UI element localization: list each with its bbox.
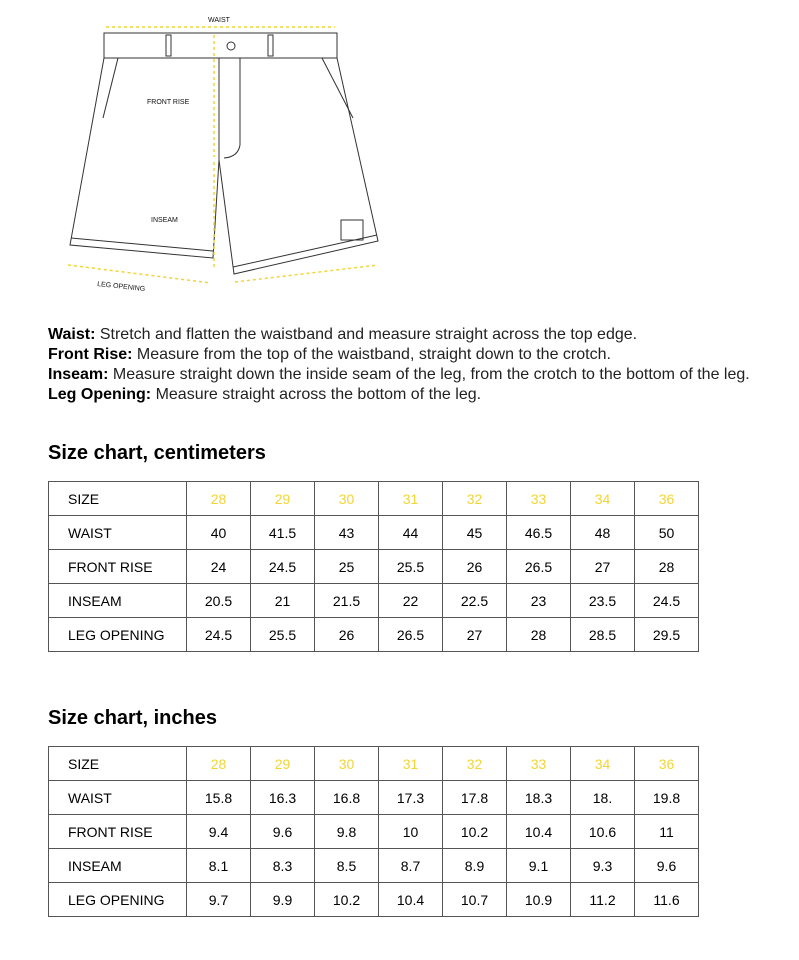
definition-term: Leg Opening: (48, 386, 152, 403)
table-cell: 45 (443, 516, 507, 550)
table-cell: 44 (379, 516, 443, 550)
definition-inseam (48, 365, 793, 385)
size-header-cell: 34 (571, 747, 635, 781)
table-cell: 9.9 (251, 883, 315, 917)
table-cell: 24 (187, 550, 251, 584)
definition-term: Front Rise: (48, 346, 133, 363)
size-header-cell: 32 (443, 747, 507, 781)
table-cell: 10.4 (507, 815, 571, 849)
table-row (49, 618, 699, 652)
table-cell: 10.7 (443, 883, 507, 917)
table-cell: 16.8 (315, 781, 379, 815)
size-header-cell: 36 (635, 747, 699, 781)
table-cell: 27 (443, 618, 507, 652)
table-cell: 25 (315, 550, 379, 584)
table-cell: 17.3 (379, 781, 443, 815)
table-row (49, 849, 699, 883)
table-cell: 24.5 (187, 618, 251, 652)
row-label: WAIST (49, 516, 187, 550)
table-cell: 29.5 (635, 618, 699, 652)
row-label: FRONT RISE (49, 815, 187, 849)
definition-leg-opening (48, 385, 793, 405)
size-header-cell: 36 (635, 482, 699, 516)
table-cell: 18.3 (507, 781, 571, 815)
definition-term: Waist: (48, 326, 96, 343)
definition-text: Stretch and flatten the waistband and measure straight across the top edge. (99, 326, 638, 343)
inch-chart-title: Size chart, inches (48, 707, 217, 729)
table-cell: 17.8 (443, 781, 507, 815)
row-label: LEG OPENING (49, 618, 187, 652)
leg-opening-diagram-label: LEG OPENING (96, 281, 146, 294)
table-cell: 25.5 (251, 618, 315, 652)
table-cell: 10.6 (571, 815, 635, 849)
row-label: LEG OPENING (49, 883, 187, 917)
table-cell: 41.5 (251, 516, 315, 550)
table-cell: 25.5 (379, 550, 443, 584)
table-cell: 40 (187, 516, 251, 550)
table-cell: 9.1 (507, 849, 571, 883)
table-cell: 28 (635, 550, 699, 584)
front-rise-diagram-label: FRONT RISE (147, 99, 190, 106)
table-cell: 8.7 (379, 849, 443, 883)
leg-opening-arrow-right (235, 265, 378, 282)
table-cell: 11 (635, 815, 699, 849)
definition-text: Measure straight across the bottom of the leg. (155, 386, 482, 403)
definition-text: Measure from the top of the waistband, straight down to the crotch. (136, 346, 611, 363)
cm-chart-title: Size chart, centimeters (48, 442, 266, 464)
table-cell: 26 (443, 550, 507, 584)
right-leg (219, 58, 378, 274)
fly-seam (224, 58, 240, 158)
table-cell: 23 (507, 584, 571, 618)
definition-text: Measure straight down the inside seam of the leg, from the crotch to the bottom of the leg. (112, 366, 750, 383)
table-row (49, 516, 699, 550)
table-cell: 9.4 (187, 815, 251, 849)
size-patch (341, 220, 363, 240)
belt-loop-right (268, 35, 273, 56)
shorts-outline (70, 33, 378, 274)
table-cell: 19.8 (635, 781, 699, 815)
table-row (49, 550, 699, 584)
table-cell: 10.4 (379, 883, 443, 917)
right-pocket (322, 58, 353, 118)
size-header-cell: 30 (315, 747, 379, 781)
definition-front-rise (48, 345, 793, 365)
row-label: WAIST (49, 781, 187, 815)
size-header-cell: 30 (315, 482, 379, 516)
size-header-cell: 28 (187, 747, 251, 781)
table-cell: 9.3 (571, 849, 635, 883)
belt-loop-left (166, 35, 171, 56)
table-cell: 10.9 (507, 883, 571, 917)
size-header-cell: 29 (251, 747, 315, 781)
table-cell: 10.2 (315, 883, 379, 917)
table-cell: 11.6 (635, 883, 699, 917)
table-cell: 10 (379, 815, 443, 849)
table-cell: 9.6 (251, 815, 315, 849)
table-cell: 21.5 (315, 584, 379, 618)
table-cell: 16.3 (251, 781, 315, 815)
table-cell: 8.3 (251, 849, 315, 883)
table-cell: 9.8 (315, 815, 379, 849)
row-label: INSEAM (49, 584, 187, 618)
table-cell: 26 (315, 618, 379, 652)
table-cell: 15.8 (187, 781, 251, 815)
table-row (49, 584, 699, 618)
table-cell: 18. (571, 781, 635, 815)
waist-button (227, 42, 235, 50)
left-leg (70, 58, 219, 258)
table-cell: 9.6 (635, 849, 699, 883)
waistband (104, 33, 337, 58)
table-cell: 24.5 (251, 550, 315, 584)
measurement-definitions (48, 325, 793, 405)
table-header-row (49, 747, 699, 781)
waist-diagram-label: WAIST (208, 17, 230, 24)
inch-size-table (48, 746, 699, 917)
left-pocket (103, 58, 118, 118)
table-cell: 43 (315, 516, 379, 550)
table-cell: 50 (635, 516, 699, 550)
size-header-cell: 29 (251, 482, 315, 516)
table-row (49, 781, 699, 815)
table-row (49, 815, 699, 849)
table-cell: 22 (379, 584, 443, 618)
definition-waist (48, 325, 793, 345)
table-cell: 23.5 (571, 584, 635, 618)
size-header-cell: 28 (187, 482, 251, 516)
size-header-cell: 34 (571, 482, 635, 516)
size-header-label: SIZE (49, 482, 187, 516)
table-cell: 26.5 (379, 618, 443, 652)
leg-opening-arrow-left (68, 265, 211, 283)
size-header-cell: 33 (507, 482, 571, 516)
cm-size-table (48, 481, 699, 652)
table-cell: 11.2 (571, 883, 635, 917)
size-header-label: SIZE (49, 747, 187, 781)
table-row (49, 883, 699, 917)
table-cell: 48 (571, 516, 635, 550)
table-cell: 24.5 (635, 584, 699, 618)
table-cell: 20.5 (187, 584, 251, 618)
row-label: FRONT RISE (49, 550, 187, 584)
table-cell: 46.5 (507, 516, 571, 550)
table-cell: 8.9 (443, 849, 507, 883)
size-header-cell: 31 (379, 747, 443, 781)
table-cell: 26.5 (507, 550, 571, 584)
size-header-cell: 32 (443, 482, 507, 516)
table-cell: 21 (251, 584, 315, 618)
shorts-measurement-diagram (0, 0, 420, 310)
definition-term: Inseam: (48, 366, 109, 383)
size-header-cell: 31 (379, 482, 443, 516)
table-cell: 27 (571, 550, 635, 584)
table-header-row (49, 482, 699, 516)
size-header-cell: 33 (507, 747, 571, 781)
table-cell: 8.1 (187, 849, 251, 883)
table-cell: 9.7 (187, 883, 251, 917)
table-cell: 8.5 (315, 849, 379, 883)
row-label: INSEAM (49, 849, 187, 883)
table-cell: 10.2 (443, 815, 507, 849)
table-cell: 28 (507, 618, 571, 652)
inseam-diagram-label: INSEAM (151, 217, 178, 224)
table-cell: 28.5 (571, 618, 635, 652)
table-cell: 22.5 (443, 584, 507, 618)
